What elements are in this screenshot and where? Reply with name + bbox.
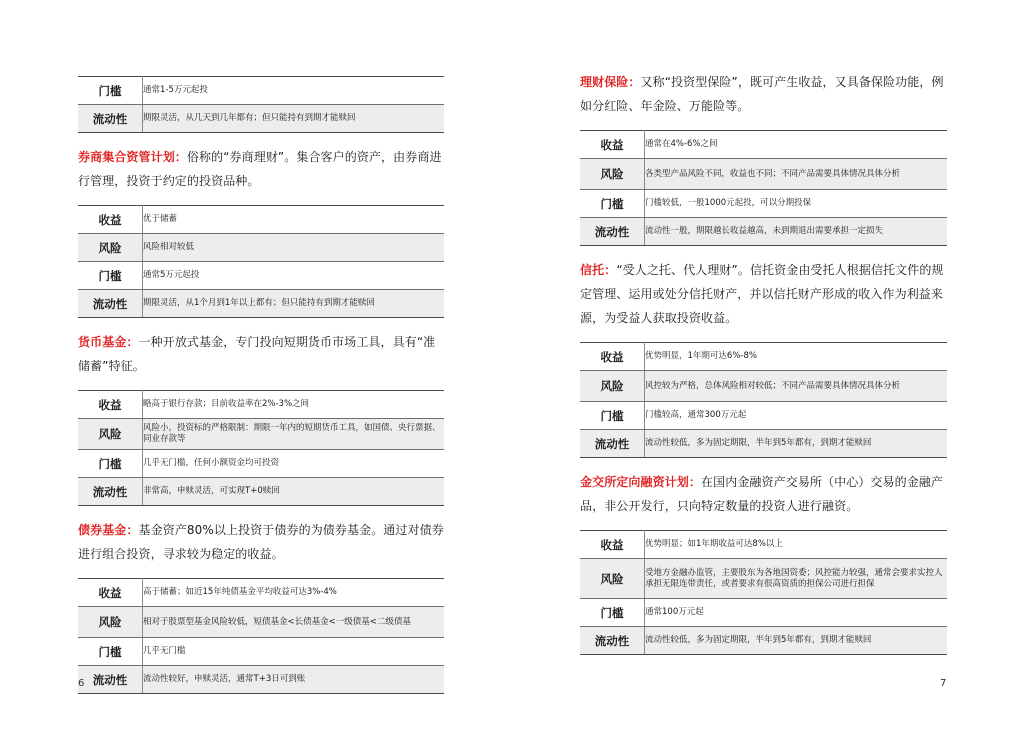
row-value: 流动性较低，多为固定期限，半年到5年都有，到期才能赎回 [645,430,948,458]
row-value: 通常100万元起 [645,599,948,627]
row-key: 收益 [78,579,143,607]
row-key: 流动性 [78,666,143,694]
row-key: 风险 [78,419,143,450]
row-key: 门槛 [580,402,645,430]
row-key: 流动性 [78,290,143,318]
row-key: 门槛 [78,638,143,666]
row-value: 风险相对较低 [143,234,445,262]
page-number-right: 7 [940,678,947,689]
row-key: 收益 [78,391,143,419]
row-key: 收益 [78,206,143,234]
row-value: 通常5万元起投 [143,262,445,290]
info-table [78,205,444,318]
section-title: 货币基金： [78,335,139,349]
table-row [78,607,444,638]
row-key: 风险 [78,607,143,638]
table-row [78,77,444,105]
row-value: 优于储蓄 [143,206,445,234]
row-key: 流动性 [580,627,645,655]
row-key: 收益 [580,531,645,559]
row-value: 高于储蓄；如近15年纯债基金平均收益可达3%-4% [143,579,445,607]
table-row [580,159,947,190]
table-row [580,402,947,430]
section-title: 理财保险： [580,75,641,89]
row-value: 通常在4%-6%之间 [645,131,948,159]
section-paragraph [580,470,947,518]
right-page [580,70,947,655]
row-key: 门槛 [78,450,143,478]
info-table [78,578,444,694]
row-value: 优势明显，1年期可达6%-8% [645,343,948,371]
row-value: 略高于银行存款；目前收益率在2%-3%之间 [143,391,445,419]
section-paragraph [580,258,947,330]
table-row [78,450,444,478]
row-key: 流动性 [78,105,143,133]
table-row [78,206,444,234]
left-top-table [78,76,444,133]
section-text: 又称“投资型保险”，既可产生收益，又具备保险功能，例如分红险、年金险、万能险等。 [580,75,944,113]
left-page [78,76,444,694]
row-key: 门槛 [580,599,645,627]
table-row [78,638,444,666]
row-key: 收益 [580,343,645,371]
row-value: 门槛较低，一般1000元起投，可以分期投保 [645,190,948,218]
table-row [580,627,947,655]
row-value: 几乎无门槛，任何小额资金均可投资 [143,450,445,478]
table-row [580,218,947,246]
section-title: 信托： [580,263,617,277]
table-row [580,343,947,371]
row-key: 风险 [580,159,645,190]
row-key: 收益 [580,131,645,159]
row-key: 风险 [580,559,645,599]
row-value: 通常1-5万元起投 [143,77,445,105]
section-title: 金交所定向融资计划： [580,475,702,489]
page-number-left: 6 [78,678,85,689]
table-row [78,105,444,133]
table-row [580,430,947,458]
row-value: 各类型产品风险不同，收益也不同；不同产品需要具体情况具体分析 [645,159,948,190]
info-table [580,342,947,458]
row-value: 流动性较好，申赎灵活，通常T+3日可到账 [143,666,445,694]
row-value: 流动性一般，期限越长收益越高，未到期退出需要承担一定损失 [645,218,948,246]
section-paragraph [78,330,444,378]
section-text: 一种开放式基金，专门投向短期货币市场工具，具有“准储蓄”特征。 [78,335,436,373]
row-value: 非常高，申赎灵活，可实现T+0赎回 [143,478,445,506]
table-row [78,579,444,607]
section-paragraph [78,518,444,566]
table-row [78,290,444,318]
section-title: 债券基金： [78,523,139,537]
table-row [580,190,947,218]
section-text: “受人之托、代人理财”。信托资金由受托人根据信托文件的规定管理、运用或处分信托财产，并以信托财产形成的收入作为利益来源，为受益人获取投资收益。 [580,263,944,325]
row-key: 门槛 [78,262,143,290]
section-text: 俗称的“券商理财”。集合客户的资产，由券商进行管理，投资于约定的投资品种。 [78,150,442,188]
section-paragraph [78,145,444,193]
table-row [580,371,947,402]
row-value: 风控较为严格，总体风险相对较低；不同产品需要具体情况具体分析 [645,371,948,402]
table-row [580,559,947,599]
table-row [78,234,444,262]
table-row [78,262,444,290]
section-paragraph [580,70,947,118]
table-row [78,478,444,506]
row-key: 风险 [78,234,143,262]
row-value: 几乎无门槛 [143,638,445,666]
row-key: 门槛 [580,190,645,218]
row-value: 风险小，投资标的严格限制：期限一年内的短期货币工具，如国债、央行票据、同业存款等 [143,419,445,450]
section-title: 券商集合资管计划： [78,150,187,164]
table-row [78,419,444,450]
row-key: 流动性 [580,218,645,246]
row-value: 优势明显；如1年期收益可达8%以上 [645,531,948,559]
table-row [580,599,947,627]
table-row [580,131,947,159]
row-key: 流动性 [78,478,143,506]
row-value: 受地方金融办监管，主要股东为各地国资委；风控能力较强，通常会要求实控人承担无限连带责任，或者要求有很高资质的担保公司进行担保 [645,559,948,599]
row-value: 期限灵活，从几天到几年都有；但只能持有到期才能赎回 [143,105,445,133]
row-key: 流动性 [580,430,645,458]
info-table [580,130,947,246]
row-value: 流动性较低，多为固定期限，半年到5年都有，到期才能赎回 [645,627,948,655]
row-value: 期限灵活，从1个月到1年以上都有；但只能持有到期才能赎回 [143,290,445,318]
table-row [580,531,947,559]
table-row [78,666,444,694]
section-text: 基金资产80%以上投资于债券的为债券基金。通过对债券进行组合投资，寻求较为稳定的收益。 [78,523,444,561]
row-key: 门槛 [78,77,143,105]
info-table [78,390,444,506]
row-key: 风险 [580,371,645,402]
row-value: 相对于股票型基金风险较低，短债基金<长债基金<一级债基<二级债基 [143,607,445,638]
table-row [78,391,444,419]
row-value: 门槛较高，通常300万元起 [645,402,948,430]
info-table [580,530,947,655]
section-text: 在国内金融资产交易所（中心）交易的金融产品，非公开发行，只向特定数量的投资人进行融资。 [580,475,944,513]
